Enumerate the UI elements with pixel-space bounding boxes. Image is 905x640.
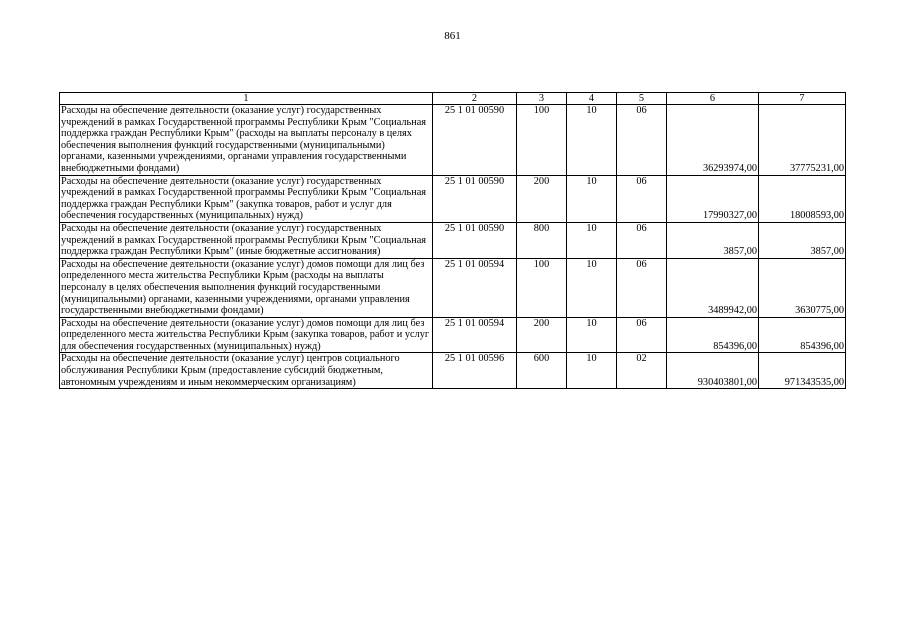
- amount-year-1: 854396,00: [667, 317, 759, 353]
- section-code: 10: [567, 353, 617, 389]
- table-row: [60, 353, 846, 389]
- page-number: 861: [444, 30, 461, 42]
- amount-year-1: 930403801,00: [667, 353, 759, 389]
- subsection-code: 06: [617, 317, 667, 353]
- header-cell: 3: [517, 93, 567, 105]
- expense-description: Расходы на обеспечение деятельности (оказание услуг) домов помощи для лиц без определенного места жительства Республики Крым (закупка товаров, работ и услуг для обеспечения государственных (муниципальных) нужд): [60, 317, 433, 353]
- header-cell: 1: [60, 93, 433, 105]
- expense-type-code: 100: [517, 105, 567, 176]
- subsection-code: 06: [617, 175, 667, 222]
- table-row: [60, 258, 846, 317]
- header-cell: 6: [667, 93, 759, 105]
- expense-type-code: 200: [517, 175, 567, 222]
- section-code: 10: [567, 175, 617, 222]
- expense-description: Расходы на обеспечение деятельности (оказание услуг) домов помощи для лиц без определенного места жительства Республики Крым (расходы на выплаты персоналу в целях обеспечения выполнения функций государственными (муниципальными) органами, казенными учреждениями, органами управления государственными внебюджетными фондами): [60, 258, 433, 317]
- subsection-code: 02: [617, 353, 667, 389]
- subsection-code: 06: [617, 105, 667, 176]
- table-row: [60, 175, 846, 222]
- amount-year-2: 3857,00: [759, 222, 846, 258]
- expense-description: Расходы на обеспечение деятельности (оказание услуг) государственных учреждений в рамках Государственной программы Республики Крым "Социальная поддержка граждан Республики Крым" (иные бюджетные ассигнования): [60, 222, 433, 258]
- section-code: 10: [567, 317, 617, 353]
- expense-description: Расходы на обеспечение деятельности (оказание услуг) центров социального обслуживания Республики Крым (предоставление субсидий бюджетным, автономным учреждениям и иным некоммерческим организациям): [60, 353, 433, 389]
- amount-year-2: 3630775,00: [759, 258, 846, 317]
- amount-year-1: 17990327,00: [667, 175, 759, 222]
- table-row: [60, 105, 846, 176]
- amount-year-1: 3489942,00: [667, 258, 759, 317]
- subsection-code: 06: [617, 258, 667, 317]
- target-article-code: 25 1 01 00594: [433, 258, 517, 317]
- amount-year-2: 37775231,00: [759, 105, 846, 176]
- target-article-code: 25 1 01 00590: [433, 175, 517, 222]
- amount-year-2: 854396,00: [759, 317, 846, 353]
- expense-type-code: 600: [517, 353, 567, 389]
- amount-year-2: 971343535,00: [759, 353, 846, 389]
- expense-description: Расходы на обеспечение деятельности (оказание услуг) государственных учреждений в рамках Государственной программы Республики Крым "Социальная поддержка граждан Республики Крым" (расходы на выплаты персоналу в целях обеспечения выполнения функций государственными (муниципальными) органами, казенными учреждениями, органами управления государственными внебюджетными фондами): [60, 105, 433, 176]
- section-code: 10: [567, 258, 617, 317]
- expense-type-code: 200: [517, 317, 567, 353]
- amount-year-1: 3857,00: [667, 222, 759, 258]
- expense-type-code: 100: [517, 258, 567, 317]
- target-article-code: 25 1 01 00596: [433, 353, 517, 389]
- expense-description: Расходы на обеспечение деятельности (оказание услуг) государственных учреждений в рамках Государственной программы Республики Крым "Социальная поддержка граждан Республики Крым" (закупка товаров, работ и услуг для обеспечения государственных (муниципальных) нужд): [60, 175, 433, 222]
- target-article-code: 25 1 01 00594: [433, 317, 517, 353]
- target-article-code: 25 1 01 00590: [433, 222, 517, 258]
- amount-year-2: 18008593,00: [759, 175, 846, 222]
- header-cell: 2: [433, 93, 517, 105]
- budget-table: [59, 92, 846, 389]
- subsection-code: 06: [617, 222, 667, 258]
- table-row: [60, 222, 846, 258]
- header-cell: 7: [759, 93, 846, 105]
- header-cell: 4: [567, 93, 617, 105]
- target-article-code: 25 1 01 00590: [433, 105, 517, 176]
- header-row: [60, 93, 846, 105]
- header-cell: 5: [617, 93, 667, 105]
- amount-year-1: 36293974,00: [667, 105, 759, 176]
- table-row: [60, 317, 846, 353]
- expense-type-code: 800: [517, 222, 567, 258]
- section-code: 10: [567, 222, 617, 258]
- section-code: 10: [567, 105, 617, 176]
